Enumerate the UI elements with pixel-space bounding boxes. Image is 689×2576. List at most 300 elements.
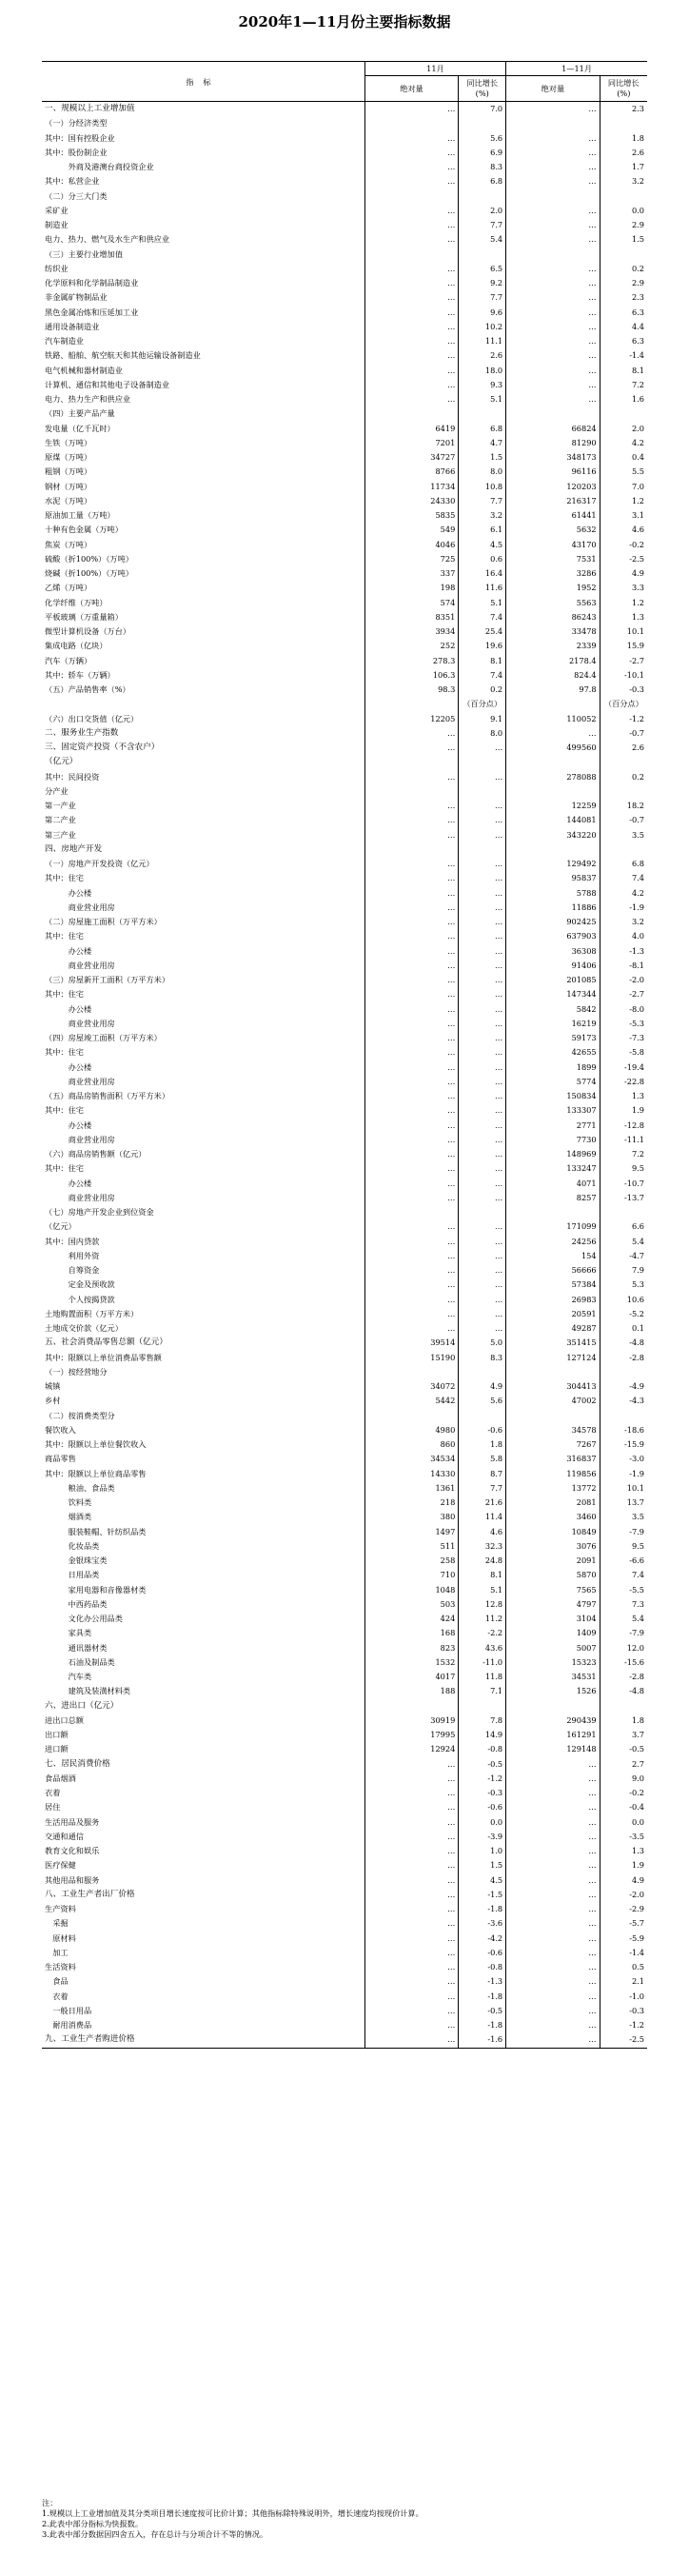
month-growth-cell bbox=[459, 1365, 506, 1379]
indicator-cell: 四、房地产开发 bbox=[45, 843, 103, 854]
table-row bbox=[42, 508, 647, 523]
table-row bbox=[42, 160, 647, 174]
indicator-cell: （五）商品房销售面积（万平方米） bbox=[45, 1091, 170, 1100]
table-row bbox=[42, 146, 647, 160]
indicator-cell: 交通和通信 bbox=[45, 1831, 84, 1841]
ytd-growth-cell: 13.7 bbox=[600, 1496, 647, 1510]
month-growth-cell: … bbox=[459, 973, 506, 987]
ytd-growth-cell: 10.6 bbox=[600, 1293, 647, 1307]
ytd-value-cell: … bbox=[506, 218, 600, 232]
month-value-cell: 17995 bbox=[364, 1728, 458, 1742]
month-growth-cell bbox=[459, 248, 506, 262]
month-growth-cell: 11.8 bbox=[459, 1670, 506, 1684]
month-value-cell: 725 bbox=[364, 552, 458, 566]
month-value-cell: 4046 bbox=[364, 538, 458, 552]
indicator-cell: 办公楼 bbox=[45, 1120, 92, 1130]
ytd-growth-cell: 7.3 bbox=[600, 1597, 647, 1612]
month-value-cell: 14330 bbox=[364, 1467, 458, 1481]
month-value-cell: 1497 bbox=[364, 1525, 458, 1539]
month-growth-cell: 0.2 bbox=[459, 683, 506, 697]
month-value-cell: 24330 bbox=[364, 494, 458, 508]
ytd-value-cell: 1526 bbox=[506, 1684, 600, 1698]
table-row bbox=[42, 1002, 647, 1017]
indicator-cell: 集成电路（亿块） bbox=[45, 641, 108, 651]
month-value-cell: … bbox=[364, 1147, 458, 1161]
indicator-cell: 加工 bbox=[45, 1947, 69, 1957]
table-row bbox=[42, 741, 647, 755]
ytd-value-cell bbox=[506, 842, 600, 857]
table-row bbox=[42, 596, 647, 610]
ytd-growth-cell: 8.1 bbox=[600, 364, 647, 378]
indicator-cell: 外商及港澳台商投资企业 bbox=[45, 162, 154, 171]
footnotes bbox=[42, 2498, 647, 2540]
ytd-value-cell: 49287 bbox=[506, 1321, 600, 1336]
ytd-growth-cell: -5.7 bbox=[600, 1916, 647, 1931]
ytd-growth-cell: -7.3 bbox=[600, 1031, 647, 1045]
month-growth-cell: … bbox=[459, 1219, 506, 1234]
table-row bbox=[42, 1060, 647, 1075]
month-growth-cell: 10.2 bbox=[459, 320, 506, 334]
month-value-cell: … bbox=[364, 174, 458, 188]
ytd-growth-cell: -7.9 bbox=[600, 1626, 647, 1640]
indicator-cell: （二）分三大门类 bbox=[45, 190, 108, 201]
month-growth-cell: -0.6 bbox=[459, 1946, 506, 1960]
ytd-value-cell bbox=[506, 1409, 600, 1423]
month-growth-cell: 4.5 bbox=[459, 538, 506, 552]
indicator-cell: 生铁（万吨） bbox=[45, 437, 92, 447]
table-row bbox=[42, 1307, 647, 1321]
month-growth-cell: … bbox=[459, 828, 506, 842]
month-value-cell bbox=[364, 755, 458, 769]
indicator-cell: 原油加工量（万吨） bbox=[45, 510, 115, 520]
ytd-growth-cell: 4.4 bbox=[600, 320, 647, 334]
ytd-value-cell: … bbox=[506, 1902, 600, 1916]
ytd-value-cell: … bbox=[506, 1873, 600, 1888]
ytd-value-cell: … bbox=[506, 2032, 600, 2048]
month-value-cell: … bbox=[364, 857, 458, 871]
month-value-cell: 252 bbox=[364, 639, 458, 653]
ytd-value-cell: 5842 bbox=[506, 1002, 600, 1017]
month-growth-cell: 32.3 bbox=[459, 1539, 506, 1554]
table-row bbox=[42, 248, 647, 262]
indicator-cell: 食品烟酒 bbox=[45, 1773, 76, 1783]
table-row bbox=[42, 610, 647, 624]
month-value-cell: … bbox=[364, 1293, 458, 1307]
month-growth-cell: 5.6 bbox=[459, 1394, 506, 1408]
ytd-value-cell: 147344 bbox=[506, 987, 600, 1001]
ytd-growth-cell: -1.9 bbox=[600, 1467, 647, 1481]
indicator-cell: 其中：股份制企业 bbox=[45, 147, 108, 157]
indicator-cell: 化学原料和化学制品制造业 bbox=[45, 278, 139, 287]
ytd-growth-cell: 2.6 bbox=[600, 741, 647, 755]
month-value-cell: 424 bbox=[364, 1612, 458, 1626]
month-growth-cell: … bbox=[459, 871, 506, 885]
ytd-growth-cell: -1.2 bbox=[600, 712, 647, 726]
ytd-value-cell: 148969 bbox=[506, 1147, 600, 1161]
ytd-growth-cell: -4.3 bbox=[600, 1394, 647, 1408]
table-row bbox=[42, 1089, 647, 1103]
ytd-growth-cell: 9.0 bbox=[600, 1772, 647, 1786]
ytd-growth-cell: 1.3 bbox=[600, 1844, 647, 1858]
table-row bbox=[42, 480, 647, 494]
month-growth-cell: 9.3 bbox=[459, 378, 506, 392]
table-row bbox=[42, 784, 647, 799]
month-growth-cell: 7.8 bbox=[459, 1714, 506, 1728]
ytd-value-cell: 129492 bbox=[506, 857, 600, 871]
month-growth-cell: -1.5 bbox=[459, 1888, 506, 1902]
month-growth-cell: 43.6 bbox=[459, 1641, 506, 1655]
month-value-cell: … bbox=[364, 2004, 458, 2018]
ytd-value-cell: 201085 bbox=[506, 973, 600, 987]
table-row bbox=[42, 1235, 647, 1249]
table-row bbox=[42, 1974, 647, 1989]
ytd-value-cell: 348173 bbox=[506, 450, 600, 465]
table-row bbox=[42, 436, 647, 450]
table-row bbox=[42, 232, 647, 247]
page-title: 2020年1—11月份主要指标数据 bbox=[238, 13, 451, 30]
ytd-growth-cell: 0.4 bbox=[600, 450, 647, 465]
month-value-cell: … bbox=[364, 2032, 458, 2048]
ytd-growth-cell: 10.1 bbox=[600, 624, 647, 639]
indicator-cell: 教育文化和娱乐 bbox=[45, 1846, 100, 1855]
table-row bbox=[42, 320, 647, 334]
month-growth-cell: … bbox=[459, 1103, 506, 1118]
ytd-value-cell: 8257 bbox=[506, 1191, 600, 1205]
header-month-absolute: 绝对量 bbox=[364, 76, 458, 102]
ytd-growth-cell: -0.2 bbox=[600, 1786, 647, 1800]
month-value-cell: 823 bbox=[364, 1641, 458, 1655]
month-growth-cell: … bbox=[459, 886, 506, 901]
table-row bbox=[42, 1075, 647, 1089]
table-row bbox=[42, 1670, 647, 1684]
month-growth-cell: 6.9 bbox=[459, 146, 506, 160]
table-row bbox=[42, 973, 647, 987]
ytd-value-cell: 34578 bbox=[506, 1423, 600, 1437]
month-growth-cell: 7.0 bbox=[459, 102, 506, 117]
month-growth-cell: … bbox=[459, 1133, 506, 1147]
ytd-growth-cell: 2.0 bbox=[600, 422, 647, 436]
ytd-growth-cell: -1.4 bbox=[600, 348, 647, 363]
ytd-value-cell: 129148 bbox=[506, 1742, 600, 1756]
table-row bbox=[42, 1103, 647, 1118]
month-value-cell: 860 bbox=[364, 1437, 458, 1452]
indicator-cell: 六、进出口（亿元） bbox=[45, 1700, 119, 1711]
indicator-cell: 硫酸（折100%）（万吨） bbox=[45, 553, 133, 564]
month-value-cell: 1361 bbox=[364, 1481, 458, 1496]
month-growth-cell: … bbox=[459, 901, 506, 915]
indicator-cell: 十种有色金属（万吨） bbox=[45, 525, 123, 535]
ytd-growth-cell: 4.6 bbox=[600, 523, 647, 537]
indicator-cell: （亿元） bbox=[45, 1221, 76, 1232]
indicator-cell: 乙烯（万吨） bbox=[45, 583, 92, 593]
header-growth-line1: 同比增长 bbox=[466, 78, 499, 88]
table-row bbox=[42, 465, 647, 479]
month-value-cell: … bbox=[364, 1974, 458, 1989]
indicator-cell: 衣着 bbox=[45, 1788, 61, 1797]
ytd-growth-cell: -0.3 bbox=[600, 2004, 647, 2018]
table-row bbox=[42, 915, 647, 929]
month-growth-cell: 8.7 bbox=[459, 1467, 506, 1481]
indicator-cell: 发电量（亿千瓦时） bbox=[45, 423, 115, 433]
month-growth-cell: 11.4 bbox=[459, 1510, 506, 1524]
table-row bbox=[42, 1612, 647, 1626]
indicator-cell: （二）按消费类型分 bbox=[45, 1410, 115, 1420]
month-growth-cell: 18.0 bbox=[459, 364, 506, 378]
table-row bbox=[42, 1539, 647, 1554]
month-growth-cell: 9.2 bbox=[459, 276, 506, 290]
month-growth-cell: -2.2 bbox=[459, 1626, 506, 1640]
table-row bbox=[42, 813, 647, 827]
ytd-growth-cell: 4.0 bbox=[600, 929, 647, 943]
ytd-growth-cell: 0.0 bbox=[600, 1815, 647, 1830]
table-row bbox=[42, 290, 647, 305]
ytd-growth-cell: -7.9 bbox=[600, 1525, 647, 1539]
ytd-value-cell: … bbox=[506, 1990, 600, 2004]
ytd-growth-cell: -8.1 bbox=[600, 959, 647, 973]
month-value-cell: … bbox=[364, 218, 458, 232]
ytd-value-cell: 119856 bbox=[506, 1467, 600, 1481]
indicator-cell: 定金及预收款 bbox=[45, 1279, 115, 1290]
month-growth-cell: -0.6 bbox=[459, 1423, 506, 1437]
indicator-cell: 第一产业 bbox=[45, 801, 76, 810]
month-value-cell: … bbox=[364, 741, 458, 755]
ytd-value-cell: … bbox=[506, 1858, 600, 1873]
month-value-cell: 30919 bbox=[364, 1714, 458, 1728]
ytd-growth-cell: 3.5 bbox=[600, 1510, 647, 1524]
indicator-cell: 城镇 bbox=[45, 1381, 61, 1391]
ytd-growth-cell: 2.3 bbox=[600, 102, 647, 117]
table-row bbox=[42, 1916, 647, 1931]
table-row bbox=[42, 1902, 647, 1916]
indicator-cell: 烧碱（折100%）（万吨） bbox=[45, 568, 133, 578]
table-row bbox=[42, 378, 647, 392]
ytd-growth-cell: 18.2 bbox=[600, 799, 647, 813]
indicator-cell: 水泥（万吨） bbox=[45, 495, 92, 505]
table-row bbox=[42, 1641, 647, 1655]
ytd-value-cell: 43170 bbox=[506, 538, 600, 552]
ytd-growth-cell: -19.4 bbox=[600, 1060, 647, 1075]
ytd-growth-cell bbox=[600, 784, 647, 799]
ytd-value-cell: 127124 bbox=[506, 1351, 600, 1365]
indicator-cell: （一）房地产开发投资（亿元） bbox=[45, 859, 154, 868]
ytd-value-cell: 304413 bbox=[506, 1379, 600, 1394]
month-growth-cell: 19.6 bbox=[459, 639, 506, 653]
month-growth-cell: 9.1 bbox=[459, 712, 506, 726]
ytd-growth-cell: -8.0 bbox=[600, 1002, 647, 1017]
month-growth-cell: … bbox=[459, 813, 506, 827]
month-growth-cell: 7.7 bbox=[459, 1481, 506, 1496]
ytd-value-cell: 5563 bbox=[506, 596, 600, 610]
ytd-value-cell: 3286 bbox=[506, 566, 600, 581]
ytd-growth-cell: -2.9 bbox=[600, 1902, 647, 1916]
month-value-cell: 4017 bbox=[364, 1670, 458, 1684]
ytd-growth-cell: -1.2 bbox=[600, 2018, 647, 2032]
indicator-cell: 焦炭（万吨） bbox=[45, 539, 92, 549]
ytd-growth-cell: 0.2 bbox=[600, 770, 647, 784]
month-value-cell: 188 bbox=[364, 1684, 458, 1698]
ytd-growth-cell bbox=[600, 116, 647, 130]
month-value-cell: … bbox=[364, 334, 458, 348]
indicator-cell: 生活资料 bbox=[45, 1962, 76, 1972]
month-growth-cell: 4.6 bbox=[459, 1525, 506, 1539]
ytd-value-cell: 16219 bbox=[506, 1017, 600, 1031]
indicator-cell: 五、社会消费品零售总额（亿元） bbox=[45, 1338, 167, 1348]
table-row bbox=[42, 189, 647, 204]
indicator-cell: 商业营业用房 bbox=[45, 1192, 115, 1202]
ytd-growth-cell: -1.3 bbox=[600, 944, 647, 959]
month-growth-cell: … bbox=[459, 1119, 506, 1133]
table-row bbox=[42, 1321, 647, 1336]
ytd-growth-cell: 12.0 bbox=[600, 1641, 647, 1655]
table-row bbox=[42, 1873, 647, 1888]
table-row bbox=[42, 218, 647, 232]
month-value-cell bbox=[364, 1699, 458, 1714]
table-body bbox=[42, 102, 647, 2049]
ytd-growth-cell: -0.7 bbox=[600, 813, 647, 827]
indicator-cell: 耐用消费品 bbox=[45, 2020, 92, 2030]
ytd-value-cell: … bbox=[506, 2004, 600, 2018]
ytd-growth-cell: 4.2 bbox=[600, 886, 647, 901]
month-value-cell: 258 bbox=[364, 1554, 458, 1568]
month-growth-cell bbox=[459, 755, 506, 769]
indicator-cell: 生活用品及服务 bbox=[45, 1816, 100, 1827]
month-growth-cell: … bbox=[459, 1249, 506, 1263]
month-value-cell: … bbox=[364, 1873, 458, 1888]
ytd-value-cell: 11886 bbox=[506, 901, 600, 915]
month-value-cell: 511 bbox=[364, 1539, 458, 1554]
indicator-cell: 家具类 bbox=[45, 1628, 92, 1638]
month-value-cell: 549 bbox=[364, 523, 458, 537]
ytd-value-cell: 290439 bbox=[506, 1714, 600, 1728]
table-row bbox=[42, 1263, 647, 1278]
ytd-growth-cell: 1.9 bbox=[600, 1858, 647, 1873]
indicator-cell: （一）分经济类型 bbox=[45, 118, 108, 129]
month-value-cell: … bbox=[364, 1321, 458, 1336]
table-row bbox=[42, 2004, 647, 2018]
month-growth-cell: … bbox=[459, 1235, 506, 1249]
table-row bbox=[42, 1293, 647, 1307]
month-growth-cell: 24.8 bbox=[459, 1554, 506, 1568]
month-value-cell: 337 bbox=[364, 566, 458, 581]
indicator-cell: 进出口总额 bbox=[45, 1714, 84, 1725]
ytd-value-cell: … bbox=[506, 320, 600, 334]
table-row bbox=[42, 886, 647, 901]
table-row bbox=[42, 276, 647, 290]
ytd-value-cell bbox=[506, 697, 600, 711]
ytd-growth-cell: 9.5 bbox=[600, 1539, 647, 1554]
month-value-cell: 34072 bbox=[364, 1379, 458, 1394]
month-growth-cell bbox=[459, 116, 506, 130]
indicator-cell: （七）房地产开发企业到位资金 bbox=[45, 1207, 154, 1217]
ytd-growth-cell: 2.9 bbox=[600, 276, 647, 290]
table-row bbox=[42, 2018, 647, 2032]
month-growth-cell: … bbox=[459, 1191, 506, 1205]
ytd-growth-cell bbox=[600, 1699, 647, 1714]
ytd-growth-cell: -0.5 bbox=[600, 1742, 647, 1756]
ytd-value-cell: … bbox=[506, 102, 600, 117]
ytd-growth-cell: 9.5 bbox=[600, 1161, 647, 1176]
indicator-cell: 通用设备制造业 bbox=[45, 321, 100, 331]
table-row bbox=[42, 1786, 647, 1800]
month-value-cell: … bbox=[364, 944, 458, 959]
indicator-cell: 平板玻璃（万重量箱） bbox=[45, 611, 123, 622]
indicator-cell: 衣着 bbox=[45, 1991, 69, 2001]
ytd-growth-cell: （百分点） bbox=[600, 697, 647, 711]
ytd-growth-cell: -13.7 bbox=[600, 1191, 647, 1205]
ytd-value-cell: … bbox=[506, 364, 600, 378]
ytd-growth-cell: 4.2 bbox=[600, 436, 647, 450]
table-row bbox=[42, 392, 647, 406]
month-growth-cell: -0.6 bbox=[459, 1800, 506, 1814]
ytd-value-cell: 13772 bbox=[506, 1481, 600, 1496]
table-row bbox=[42, 828, 647, 842]
indicator-cell: 其中：国内贷款 bbox=[45, 1236, 100, 1246]
ytd-growth-cell: -2.0 bbox=[600, 1888, 647, 1902]
month-growth-cell: … bbox=[459, 1293, 506, 1307]
indicator-cell: 分产业 bbox=[45, 785, 69, 796]
indicator-cell: 其中：住宅 bbox=[45, 1163, 84, 1174]
indicator-cell: 办公楼 bbox=[45, 1003, 92, 1014]
ytd-growth-cell: -1.9 bbox=[600, 901, 647, 915]
month-value-cell: … bbox=[364, 1916, 458, 1931]
ytd-value-cell: 2091 bbox=[506, 1554, 600, 1568]
ytd-value-cell: 3460 bbox=[506, 1510, 600, 1524]
ytd-growth-cell: -5.5 bbox=[600, 1583, 647, 1597]
indicator-cell: 其他用品和服务 bbox=[45, 1874, 100, 1885]
table-row bbox=[42, 1800, 647, 1814]
ytd-growth-cell: -1.0 bbox=[600, 1990, 647, 2004]
month-growth-cell bbox=[459, 784, 506, 799]
ytd-growth-cell: 3.1 bbox=[600, 508, 647, 523]
indicator-cell: 居住 bbox=[45, 1802, 61, 1813]
indicator-cell: 采掘 bbox=[45, 1918, 69, 1929]
ytd-value-cell: 2178.4 bbox=[506, 654, 600, 668]
table-row bbox=[42, 1133, 647, 1147]
ytd-growth-cell: 6.8 bbox=[600, 857, 647, 871]
month-value-cell: … bbox=[364, 1960, 458, 1974]
table-row bbox=[42, 406, 647, 421]
ytd-growth-cell: 2.6 bbox=[600, 146, 647, 160]
month-value-cell: … bbox=[364, 1815, 458, 1830]
indicator-cell: 土地购置面积（万平方米） bbox=[45, 1308, 139, 1318]
month-growth-cell: … bbox=[459, 1278, 506, 1292]
month-growth-cell: … bbox=[459, 1147, 506, 1161]
table-row bbox=[42, 683, 647, 697]
month-growth-cell: -0.8 bbox=[459, 1742, 506, 1756]
month-growth-cell: （百分点） bbox=[459, 697, 506, 711]
month-growth-cell: 5.4 bbox=[459, 232, 506, 247]
ytd-value-cell bbox=[506, 116, 600, 130]
ytd-value-cell: 66824 bbox=[506, 422, 600, 436]
ytd-value-cell: 7267 bbox=[506, 1437, 600, 1452]
table-row bbox=[42, 494, 647, 508]
indicator-cell: （六）出口交货值（亿元） bbox=[45, 713, 139, 723]
ytd-value-cell: 216317 bbox=[506, 494, 600, 508]
ytd-value-cell: … bbox=[506, 1815, 600, 1830]
table-row bbox=[42, 1932, 647, 1946]
ytd-value-cell: 91406 bbox=[506, 959, 600, 973]
ytd-value-cell: 86243 bbox=[506, 610, 600, 624]
ytd-growth-cell: 5.3 bbox=[600, 1278, 647, 1292]
ytd-value-cell: 7531 bbox=[506, 552, 600, 566]
table-row bbox=[42, 755, 647, 769]
footnote-line: 3.此表中部分数据因四舍五入，存在总计与分项合计不等的情况。 bbox=[42, 2529, 268, 2539]
month-growth-cell: 7.7 bbox=[459, 494, 506, 508]
month-growth-cell: -1.3 bbox=[459, 1974, 506, 1989]
ytd-value-cell: 36308 bbox=[506, 944, 600, 959]
ytd-value-cell: 902425 bbox=[506, 915, 600, 929]
ytd-growth-cell: 2.9 bbox=[600, 218, 647, 232]
